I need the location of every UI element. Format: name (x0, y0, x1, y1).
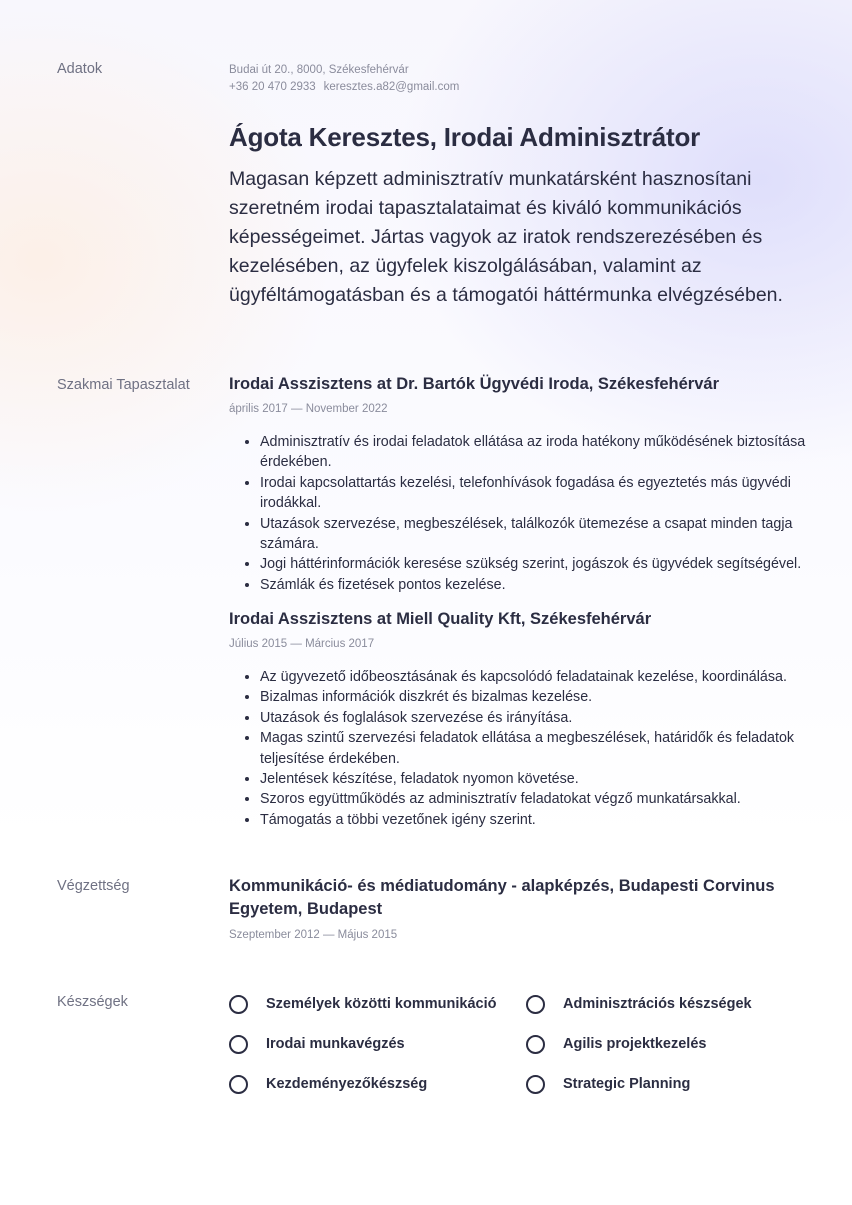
education-title: Kommunikáció- és médiatudomány - alapképzés, Budapesti Corvinus Egyetem, Budapest (229, 877, 775, 918)
skill-label: Kezdeményezőkészség (266, 1076, 428, 1092)
contact-phone: +36 20 470 2933 (229, 81, 316, 93)
section-label-education: Végzettség (57, 878, 130, 894)
skill-item (229, 1073, 427, 1095)
job-dates: április 2017 — November 2022 (229, 403, 388, 415)
skill-item (526, 993, 752, 1015)
contact-email: keresztes.a82@gmail.com (323, 81, 460, 93)
skill-item (229, 993, 496, 1015)
circle-icon (229, 1035, 248, 1054)
section-label-details: Adatok (57, 61, 103, 77)
skill-item (526, 1033, 706, 1055)
circle-icon (526, 995, 545, 1014)
skill-label: Adminisztrációs készségek (563, 996, 752, 1012)
list-item: • Támogatás a többi vezetőnek igény szerint. (260, 810, 809, 830)
job-duties-list (229, 432, 809, 595)
skill-item (526, 1073, 690, 1095)
section-label-skills: Készségek (57, 994, 128, 1010)
circle-icon (526, 1075, 545, 1094)
circle-icon (229, 1075, 248, 1094)
skill-label: Személyek közötti kommunikáció (266, 996, 497, 1012)
job-dates: Július 2015 — Március 2017 (229, 638, 375, 650)
job-duties-list (229, 667, 809, 830)
circle-icon (526, 1035, 545, 1054)
education-entry (229, 875, 809, 941)
list-item: • Az ügyvezető időbeosztásának és kapcsolódó feladatainak kezelése, koordinálása. (260, 667, 809, 687)
list-item: • Szoros együttműködés az adminisztratív feladatokat végző munkatársakkal. (260, 789, 809, 809)
name-title-heading: Ágota Keresztes, Irodai Adminisztrátor (229, 122, 701, 152)
list-item: • Utazások szervezése, megbeszélések, találkozók ütemezése a csapat minden tagja számára. (260, 514, 809, 555)
education-dates: Szeptember 2012 — Május 2015 (229, 929, 398, 941)
skill-label: Agilis projektkezelés (563, 1036, 707, 1052)
list-item: • Magas szintű szervezési feladatok ellátása a megbeszélések, határidők és feladatok teljesítése érdekében. (260, 728, 809, 769)
list-item: • Számlák és fizetések pontos kezelése. (260, 575, 809, 595)
section-label-experience: Szakmai Tapasztalat (57, 377, 190, 393)
job-title: Irodai Asszisztens at Miell Quality Kft, Székesfehérvár (229, 610, 652, 628)
list-item: • Utazások és foglalások szervezése és irányítása. (260, 708, 809, 728)
contact-address: Budai út 20., 8000, Székesfehérvár (229, 64, 409, 76)
skill-label: Strategic Planning (563, 1076, 691, 1092)
list-item: • Adminisztratív és irodai feladatok ellátása az iroda hatékony működésének biztosítása érdekében. (260, 432, 809, 473)
list-item: • Irodai kapcsolattartás kezelési, telefonhívások fogadása és egyeztetés más ügyvédi irodákkal. (260, 473, 809, 514)
list-item: • Jelentések készítése, feladatok nyomon követése. (260, 769, 809, 789)
experience-entry (229, 610, 809, 830)
profile-summary: Magasan képzett adminisztratív munkatársként hasznosítani szeretném irodai tapasztalataimat és kiváló kommunikációs képességeimet. Jártas vagyok az iratok rendszerezésében és kezelésében, az ügyfelek kiszolgálásában, valamint az ügyféltámogatásban és a támogatói háttérmunka elvégzésében. (229, 168, 783, 306)
skill-label: Irodai munkavégzés (266, 1036, 405, 1052)
experience-entry (229, 375, 809, 595)
skill-item (229, 1033, 405, 1055)
list-item: • Jogi háttérinformációk keresése szükség szerint, jogászok és ügyvédek segítségével. (260, 554, 809, 574)
contact-block (229, 62, 809, 96)
circle-icon (229, 995, 248, 1014)
list-item: • Bizalmas információk diszkrét és bizalmas kezelése. (260, 687, 809, 707)
job-title: Irodai Asszisztens at Dr. Bartók Ügyvédi Iroda, Székesfehérvár (229, 375, 719, 393)
